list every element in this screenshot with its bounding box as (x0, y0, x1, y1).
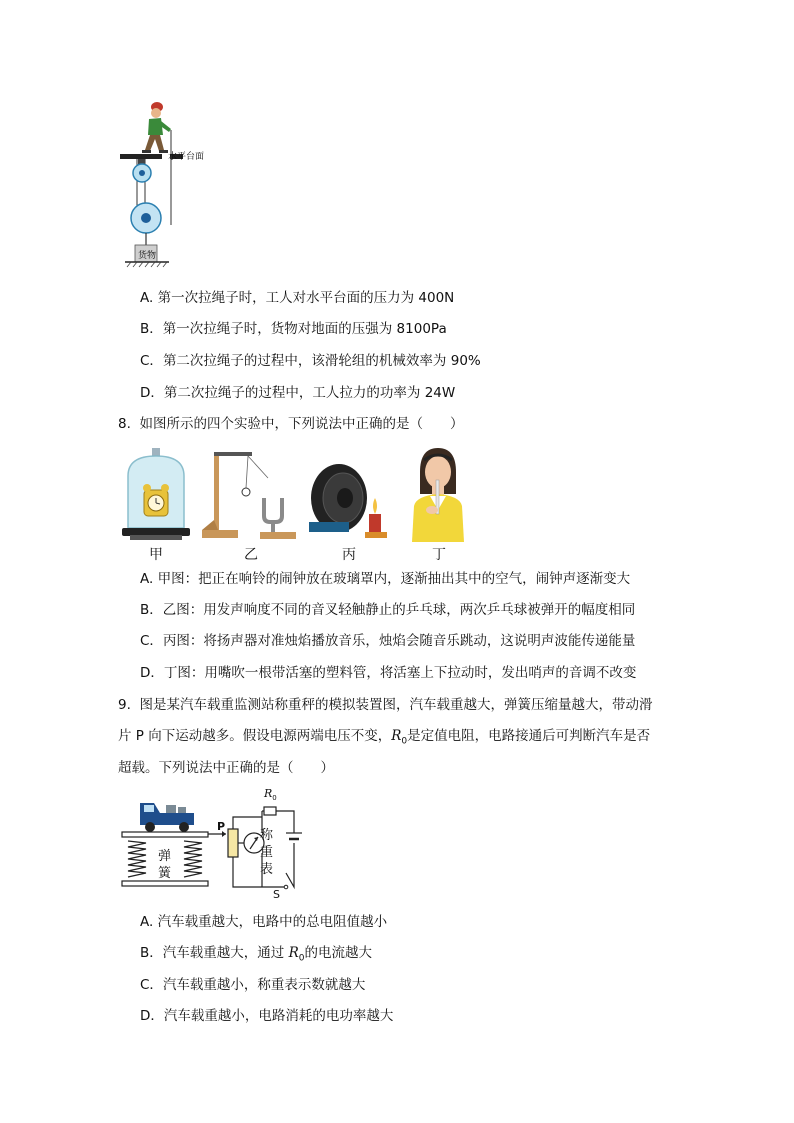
q8-option-d (140, 664, 636, 682)
r0-label-symbol: R (264, 787, 273, 800)
q9-option-d (140, 1007, 393, 1025)
option-text: 第二次拉绳子的过程中，工人拉力的功率为 24W (163, 385, 456, 401)
switch-label: S (273, 888, 280, 901)
girl-whistle-figure (402, 444, 474, 542)
option-letter: B． (140, 321, 163, 337)
cargo-label: 货物 (138, 251, 157, 261)
r0-symbol: R (288, 945, 299, 961)
option-letter: A. (140, 571, 154, 587)
option-text: 汽车载重越大，通过 (162, 945, 289, 961)
q7-option-a (140, 289, 454, 307)
speaker-candle-figure (305, 456, 395, 542)
option-text: 汽车载重越小，称重表示数就越大 (162, 977, 366, 993)
truck-illustration (140, 803, 194, 832)
r0-subscript: 0 (401, 736, 408, 747)
option-text: 丁图：用嘴吹一根带活塞的塑料管，将活塞上下拉动时，发出哨声的音调不改变 (163, 665, 637, 681)
q8-stem (118, 415, 463, 433)
option-text: 汽车载重越小，电路消耗的电功率越大 (163, 1008, 394, 1024)
option-letter: A. (140, 290, 154, 306)
p-label: P (217, 820, 226, 833)
fig-label-yi: 乙 (244, 547, 258, 563)
option-text: 的电流越大 (304, 945, 372, 961)
option-text: 第一次拉绳子时，货物对地面的压强为 8100Pa (162, 321, 447, 337)
meter-label-2: 重 (260, 845, 274, 860)
option-letter: D． (140, 1008, 164, 1024)
r0-label-subscript: 0 (272, 794, 277, 803)
option-letter: A. (140, 914, 154, 930)
tuning-fork-figure (200, 446, 300, 542)
r0-symbol: R (391, 728, 402, 744)
option-text: 汽车载重越大，电路中的总电阻值越小 (157, 914, 388, 930)
q9-stem-line3: 超载。下列说法中正确的是（ ） (118, 760, 334, 776)
platform-label: 水平台面 (168, 152, 205, 162)
question-text: 如图所示的四个实验中，下列说法中正确的是（ ） (139, 416, 464, 432)
q8-option-a (140, 570, 630, 588)
spring-label-1: 弹 (158, 849, 172, 864)
r0-subscript: 0 (298, 953, 305, 964)
question-text: 是定值电阻，电路接通后可判断汽车是否 (407, 728, 651, 744)
option-letter: C． (140, 977, 163, 993)
option-text: 第一次拉绳子时，工人对水平台面的压力为 400N (157, 290, 455, 306)
meter-label-1: 称 (260, 828, 274, 843)
fig-label-jia: 甲 (149, 547, 163, 563)
option-letter: C． (140, 353, 163, 369)
option-letter: C． (140, 633, 163, 649)
q9-option-a (140, 913, 387, 931)
q7-option-b (140, 320, 447, 338)
weighing-circuit-figure (118, 787, 308, 902)
option-text: 丙图：将扬声器对准烛焰播放音乐，烛焰会随音乐跳动，这说明声波能传递能量 (162, 633, 636, 649)
q7-option-d (140, 384, 455, 402)
question-number: 8. (118, 416, 131, 432)
option-letter: B． (140, 602, 163, 618)
r0-label (264, 787, 277, 802)
spring-label-2: 簧 (158, 866, 172, 881)
option-text: 第二次拉绳子的过程中，该滑轮组的机械效率为 90% (162, 353, 481, 369)
option-text: 乙图：用发声响度不同的音叉轻触静止的乒乓球，两次乒乓球被弹开的幅度相同 (162, 602, 636, 618)
pulley-figure (115, 95, 225, 275)
q8-option-b (140, 601, 635, 619)
q9-option-b (140, 944, 372, 968)
option-letter: D． (140, 385, 164, 401)
q9-stem-line1 (118, 696, 652, 714)
worker-illustration (142, 102, 171, 153)
option-letter: D． (140, 665, 164, 681)
fig-label-ding: 丁 (432, 547, 446, 563)
question-number: 9. (118, 697, 131, 713)
question-text: 片 P 向下运动越多。假设电源两端电压不变， (118, 728, 392, 744)
question-text: 图是某汽车载重监测站称重秤的模拟装置图，汽车载重越大，弹簧压缩量越大，带动滑 (139, 697, 653, 713)
option-letter: B． (140, 945, 163, 961)
fig-label-bing: 丙 (342, 547, 356, 563)
q9-option-c (140, 976, 365, 994)
bell-jar-figure (120, 446, 192, 542)
option-text: 甲图：把正在响铃的闹钟放在玻璃罩内，逐渐抽出其中的空气，闹钟声逐渐变大 (157, 571, 631, 587)
q8-option-c (140, 632, 635, 650)
q9-stem-line2 (118, 727, 650, 751)
q7-option-c (140, 352, 481, 370)
meter-label-3: 表 (260, 862, 274, 877)
